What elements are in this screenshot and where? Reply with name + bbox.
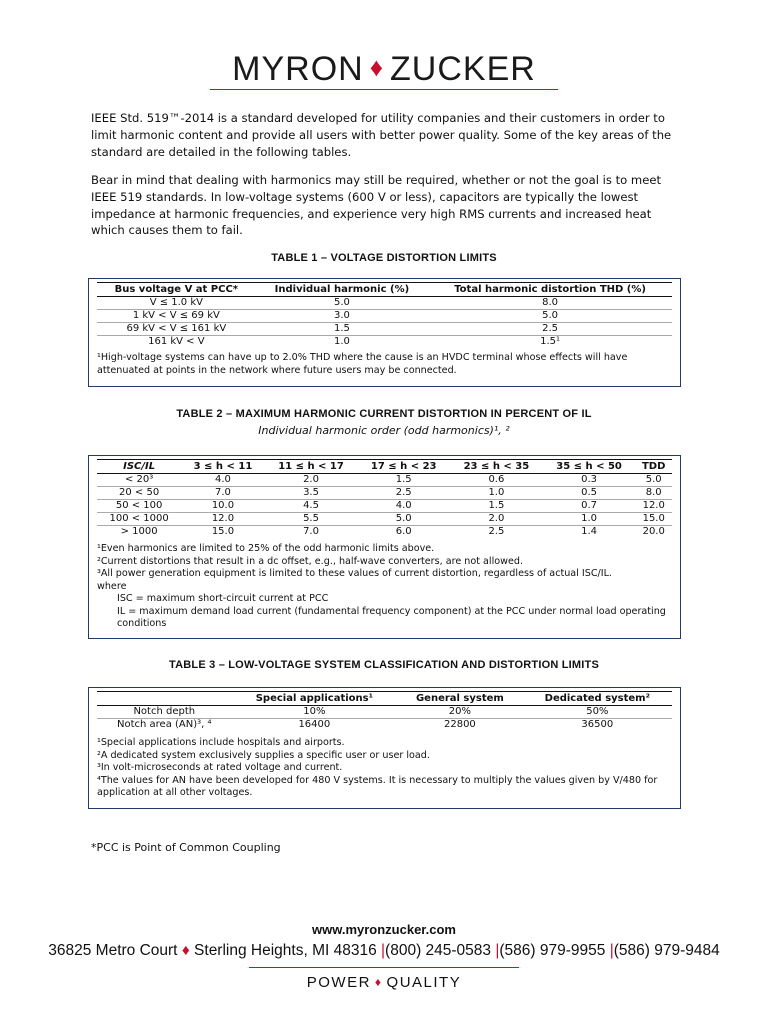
table-cell: 5.0 <box>357 513 450 526</box>
contact-line <box>0 942 768 960</box>
table-cell: 7.0 <box>303 526 319 537</box>
table-cell: 50 < 100 <box>97 500 181 513</box>
table-header-row <box>97 460 672 474</box>
column-header: Total harmonic distortion THD (%) <box>428 283 672 297</box>
footer-divider <box>249 967 519 968</box>
table-cell: 5.0 <box>256 297 429 310</box>
table-cell: 10.0 <box>181 500 264 513</box>
current-distortion-table <box>97 459 672 538</box>
table-cell: Notch area (AN)³, ⁴ <box>117 719 212 730</box>
table-cell: 36500 <box>581 719 614 730</box>
low-voltage-classification-table <box>97 691 672 731</box>
table-cell: 5.5 <box>265 513 358 526</box>
table-cell: 12.0 <box>181 513 264 526</box>
table2-subtitle: Individual harmonic order (odd harmonics)¹, ² <box>258 424 510 437</box>
diamond-icon: ♦ <box>181 942 190 959</box>
table3-footnote-2: ²A dedicated system exclusively supplies a specific user or user load. <box>97 749 430 761</box>
logo-text-left: MYRON <box>232 50 364 88</box>
column-header: Special applications¹ <box>232 692 398 706</box>
company-logo <box>0 50 768 89</box>
table3-title: TABLE 3 – LOW-VOLTAGE SYSTEM CLASSIFICATION AND DISTORTION LIMITS <box>169 659 599 671</box>
table-cell: 100 < 1000 <box>97 513 181 526</box>
table-cell: Notch depth <box>97 706 232 719</box>
table2-title: TABLE 2 – MAXIMUM HARMONIC CURRENT DISTORTION IN PERCENT OF IL <box>176 408 592 420</box>
table-cell: > 1000 <box>120 526 158 537</box>
table-cell: 4.0 <box>181 474 264 487</box>
table1-box <box>88 278 681 387</box>
voltage-distortion-table <box>97 282 672 348</box>
pcc-note: *PCC is Point of Common Coupling <box>91 841 281 854</box>
column-header: General system <box>397 692 522 706</box>
table-cell: 1.5 <box>450 500 543 513</box>
table-cell: 1.5¹ <box>540 336 561 347</box>
table-cell: 0.5 <box>543 487 636 500</box>
table-cell: 1.0 <box>543 513 636 526</box>
table-cell: 1.4 <box>581 526 598 537</box>
table-cell: 2.0 <box>450 513 543 526</box>
table-cell: V ≤ 1.0 kV <box>97 297 256 310</box>
table-cell: 0.7 <box>543 500 636 513</box>
table2-footnote-1: ¹Even harmonics are limited to 25% of the odd harmonic limits above. <box>97 543 435 554</box>
column-header: 23 ≤ h < 35 <box>450 460 543 474</box>
separator: | <box>381 942 386 959</box>
column-header: Dedicated system² <box>523 692 672 706</box>
tagline-left: POWER <box>306 974 371 991</box>
table-cell: 12.0 <box>635 500 672 513</box>
table3-footnote-1: ¹Special applications include hospitals and airports. <box>97 737 345 748</box>
table-cell: 16400 <box>298 719 331 730</box>
table-cell: 2.0 <box>265 474 358 487</box>
table3-footnote-3: ³In volt-microseconds at rated voltage and current. <box>97 762 343 773</box>
table-cell: 2.5 <box>428 323 672 336</box>
column-header: ISC/IL <box>97 460 181 474</box>
table-cell: 5.0 <box>635 474 672 487</box>
il-definition: IL = maximum demand load current (fundamental frequency component) at the PCC under normal load operating conditions <box>117 605 666 629</box>
city-address: Sterling Heights, MI 48316 <box>194 942 377 959</box>
table-row <box>97 297 672 310</box>
table-row <box>97 474 672 487</box>
diamond-icon: ♦ <box>374 975 383 989</box>
table-row <box>97 310 672 323</box>
table3-footnote-4: ⁴The values for AN have been developed for 480 V systems. It is necessary to multiply the values given by V/480 for application at all other voltages. <box>97 774 658 798</box>
column-header: 17 ≤ h < 23 <box>357 460 450 474</box>
table-row <box>97 500 672 513</box>
isc-definition: ISC = maximum short-circuit current at PCC <box>117 593 329 604</box>
column-header: Bus voltage V at PCC* <box>97 283 256 297</box>
table-cell: 0.3 <box>543 474 636 487</box>
table-row <box>97 513 672 526</box>
table-cell: 4.0 <box>357 500 450 513</box>
table2-where: where <box>97 580 127 592</box>
table1-title: TABLE 1 – VOLTAGE DISTORTION LIMITS <box>271 252 497 264</box>
separator: | <box>495 942 500 959</box>
column-header: 11 ≤ h < 17 <box>265 460 358 474</box>
table2-footnote-2: ²Current distortions that result in a dc offset, e.g., half-wave converters, are not allowed. <box>97 555 524 567</box>
table-cell: 69 kV < V ≤ 161 kV <box>97 323 256 336</box>
table-cell: 6.0 <box>395 526 412 537</box>
table-cell: 15.0 <box>635 513 672 526</box>
table-cell: 0.6 <box>450 474 543 487</box>
column-header: Individual harmonic (%) <box>256 283 429 297</box>
column-header: TDD <box>635 460 672 474</box>
table-row <box>97 487 672 500</box>
table2-footnote-3: ³All power generation equipment is limited to these values of current distortion, regardless of actual ISC/IL. <box>97 568 612 579</box>
table-row <box>97 526 672 539</box>
intro-paragraph-1: IEEE Std. 519™-2014 is a standard developed for utility companies and their customers in order to limit harmonic content and provide all users with better power quality. Some of the key areas of the standard are detailed in the following tables. <box>91 111 672 159</box>
table-cell: 161 kV < V <box>148 336 205 347</box>
table-header-row <box>97 283 672 297</box>
website-link[interactable]: www.myronzucker.com <box>311 922 456 937</box>
table-cell: 1 kV < V ≤ 69 kV <box>97 310 256 323</box>
table-cell: 1.0 <box>450 487 543 500</box>
table-cell: 20% <box>397 706 522 719</box>
table-header-row <box>97 692 672 706</box>
table-row <box>97 323 672 336</box>
table-row <box>97 719 672 732</box>
table-cell: 5.0 <box>428 310 672 323</box>
phone-number: (586) 979-9484 <box>613 942 720 959</box>
table-cell: 10% <box>232 706 398 719</box>
logo-underline <box>210 89 558 90</box>
street-address: 36825 Metro Court <box>48 942 178 959</box>
table-cell: 2.5 <box>488 526 505 537</box>
table-cell: 3.0 <box>256 310 429 323</box>
column-header: 3 ≤ h < 11 <box>181 460 264 474</box>
table-cell: 7.0 <box>181 487 264 500</box>
table-cell: < 20³ <box>97 474 181 487</box>
table-cell: 20 < 50 <box>97 487 181 500</box>
table2-box <box>88 455 681 639</box>
table-cell: 50% <box>523 706 672 719</box>
table3-box <box>88 687 681 809</box>
table-cell: 2.5 <box>357 487 450 500</box>
tagline-right: QUALITY <box>386 974 462 991</box>
table-cell: 8.0 <box>635 487 672 500</box>
table-cell: 1.0 <box>333 336 350 347</box>
intro-paragraph-2: Bear in mind that dealing with harmonics may still be required, whether or not the goal is to meet IEEE 519 standards. In low-voltage systems (600 V or less), capacitors are typically the lowest impedance at harmonic frequencies, and experience very high RMS currents and increased heat which causes them to fail. <box>91 173 662 238</box>
tagline <box>0 974 768 991</box>
table-cell: 15.0 <box>211 526 235 537</box>
table1-footnote: ¹High-voltage systems can have up to 2.0% THD where the cause is an HVDC terminal whose effects will have attenuated at points in the network where future users may be connected. <box>97 352 628 376</box>
logo-text-right: ZUCKER <box>390 50 536 88</box>
table-cell: 1.5 <box>256 323 429 336</box>
table-row <box>97 706 672 719</box>
phone-number: (586) 979-9955 <box>499 942 606 959</box>
table-cell: 22800 <box>443 719 476 730</box>
column-header: 35 ≤ h < 50 <box>543 460 636 474</box>
table-cell: 20.0 <box>642 526 665 537</box>
phone-number: (800) 245-0583 <box>385 942 492 959</box>
diamond-icon: ♦ <box>369 52 385 82</box>
column-header <box>97 692 232 706</box>
table-cell: 3.5 <box>265 487 358 500</box>
table-cell: 1.5 <box>357 474 450 487</box>
separator: | <box>609 942 614 959</box>
table-cell: 8.0 <box>428 297 672 310</box>
table-row <box>97 336 672 349</box>
table-cell: 4.5 <box>265 500 358 513</box>
